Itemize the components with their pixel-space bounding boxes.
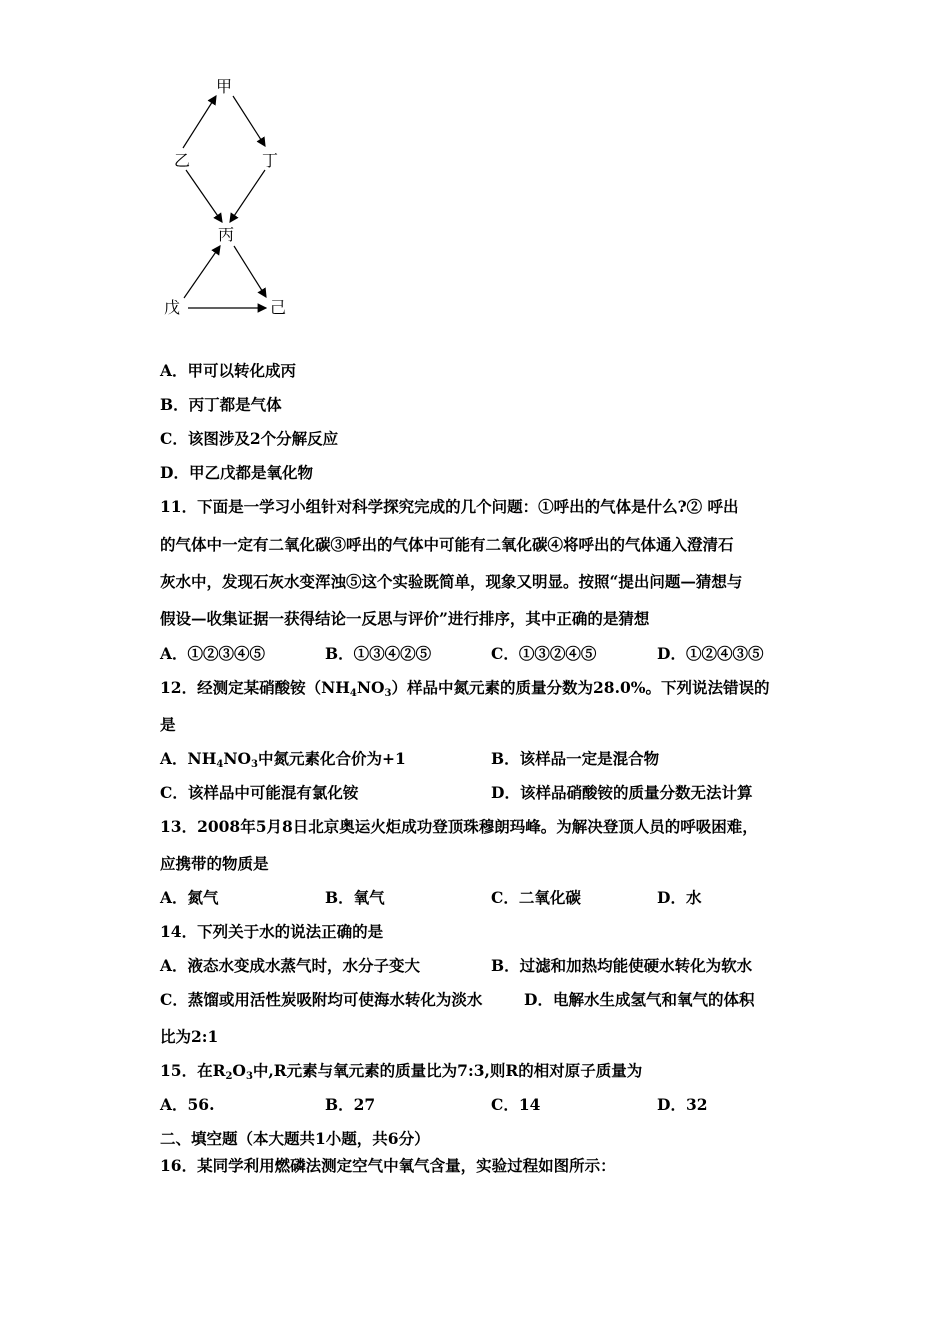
q10-option-b: B．丙丁都是气体 bbox=[160, 395, 282, 414]
q15-option-a: A．56. bbox=[160, 1095, 215, 1114]
q13-option-c: C．二氧化碳 bbox=[491, 888, 581, 907]
q14-option-c: C．蒸馏或用活性炭吸附均可使海水转化为淡水 bbox=[160, 990, 483, 1009]
q11-option-a: A．①②③④⑤ bbox=[160, 644, 266, 663]
q10-option-a: A．甲可以转化成丙 bbox=[160, 361, 297, 380]
q13-option-d: D．水 bbox=[657, 888, 702, 907]
node-bing: 丙 bbox=[218, 225, 235, 244]
q10-option-c: C．该图涉及2个分解反应 bbox=[160, 429, 339, 448]
node-ji: 己 bbox=[270, 298, 287, 317]
q11-stem-line: 灰水中，发现石灰水变浑浊⑤这个实验既简单，现象又明显。按照“提出问题—猜想与 bbox=[160, 572, 743, 591]
arrow-wu-to-bing bbox=[184, 246, 220, 298]
arrow-yi-to-bing bbox=[186, 170, 222, 222]
arrow-yi-to-jia bbox=[183, 96, 216, 148]
q11-stem-line: 11．下面是一学习小组针对科学探究完成的几个问题：①呼出的气体是什么?② 呼出 bbox=[160, 497, 739, 516]
q14-option-d-continued: 比为2:1 bbox=[160, 1027, 219, 1046]
q11-option-b: B．①③④②⑤ bbox=[325, 644, 432, 663]
q11-stem-line: 假设—收集证据一获得结论一反思与评价”进行排序，其中正确的是猜想 bbox=[160, 609, 650, 628]
q13-stem-line: 13．2008年5月8日北京奥运火炬成功登顶珠穆朗玛峰。为解决登顶人员的呼吸困难， bbox=[160, 817, 758, 836]
q11-option-d: D．①②④③⑤ bbox=[657, 644, 764, 663]
q14-stem: 14．下列关于水的说法正确的是 bbox=[160, 922, 384, 941]
q16-stem: 16．某同学利用燃磷法测定空气中氧气含量，实验过程如图所示： bbox=[160, 1156, 616, 1175]
q12-stem-line: 12．经测定某硝酸铵$(NH_4NO_3)$样品中氮元素的质量分数为28.0%。下列说法错误的 bbox=[160, 678, 770, 699]
q13-option-b: B．氧气 bbox=[325, 888, 385, 907]
q15-option-d: D．32 bbox=[657, 1095, 708, 1114]
q10-option-d: D．甲乙戊都是氧化物 bbox=[160, 463, 313, 482]
node-ding: 丁 bbox=[262, 151, 279, 170]
node-yi: 乙 bbox=[174, 151, 191, 170]
reaction-diagram bbox=[150, 70, 310, 330]
arrow-bing-to-ji bbox=[234, 246, 266, 297]
node-wu: 戊 bbox=[164, 298, 181, 317]
q15-option-c: C．14 bbox=[491, 1095, 541, 1114]
q15-option-b: B．27 bbox=[325, 1095, 376, 1114]
q12-stem-line: 是 bbox=[160, 715, 176, 734]
section-heading: 二、填空题（本大题共1小题，共6分） bbox=[160, 1129, 430, 1148]
q12-option-b: B．该样品一定是混合物 bbox=[491, 749, 660, 768]
q14-option-d: D．电解水生成氢气和氧气的体积 bbox=[524, 990, 755, 1009]
node-jia: 甲 bbox=[216, 77, 233, 96]
q11-stem-line: 的气体中一定有二氧化碳③呼出的气体中可能有二氧化碳④将呼出的气体通入澄清石 bbox=[160, 535, 734, 554]
q12-option-d: D．该样品硝酸铵的质量分数无法计算 bbox=[491, 783, 753, 802]
q15-stem: 15．在$R_2O_3$中,R元素与氧元素的质量比为7:3,则R的相对原子质量为 bbox=[160, 1061, 643, 1082]
q12-option-c: C．该样品中可能混有氯化铵 bbox=[160, 783, 359, 802]
q13-option-a: A．氮气 bbox=[160, 888, 219, 907]
arrow-ding-to-bing bbox=[230, 170, 265, 222]
q11-option-c: C．①③②④⑤ bbox=[491, 644, 597, 663]
q13-stem-line: 应携带的物质是 bbox=[160, 854, 269, 873]
q12-option-a: A．$NH_4NO_3$中氮元素化合价为+1 bbox=[160, 749, 406, 770]
arrow-jia-to-ding bbox=[233, 96, 265, 146]
diagram-arrows bbox=[150, 70, 310, 330]
q14-option-a: A．液态水变成水蒸气时，水分子变大 bbox=[160, 956, 421, 975]
q14-option-b: B．过滤和加热均能使硬水转化为软水 bbox=[491, 956, 753, 975]
